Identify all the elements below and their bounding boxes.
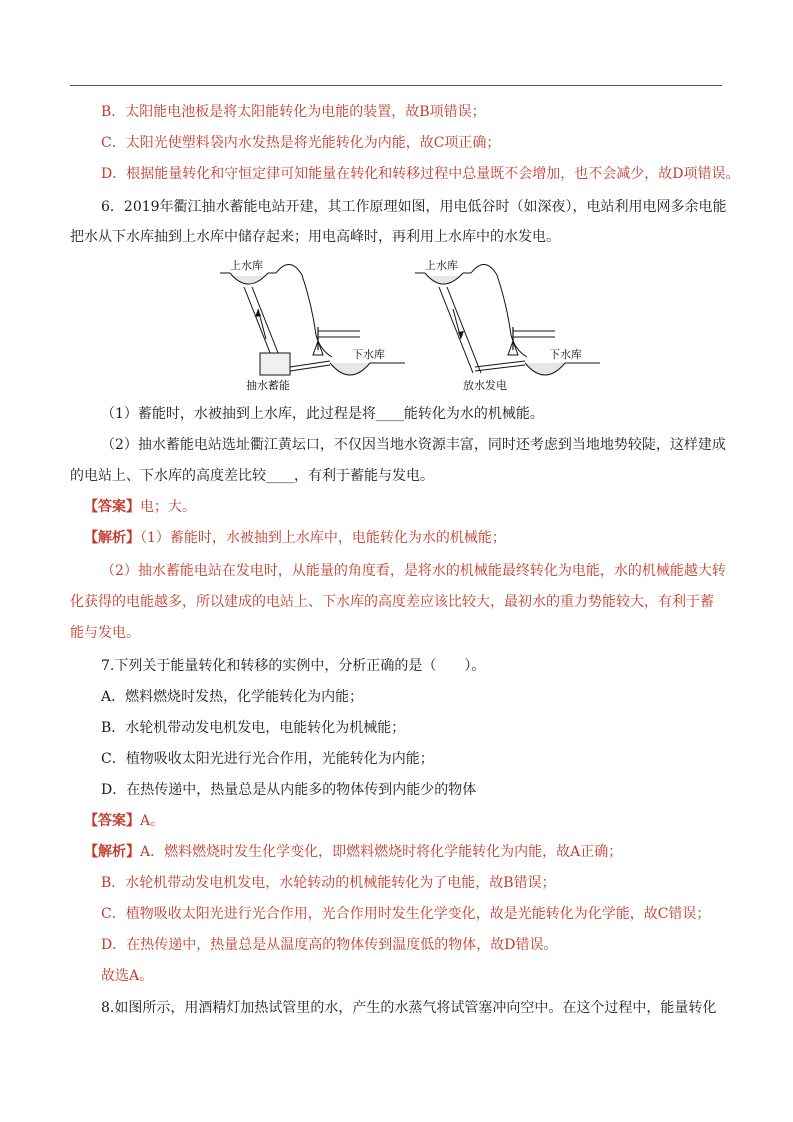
lower-reservoir-label: 下水库 (549, 348, 582, 361)
lower-reservoir-label: 下水库 (352, 348, 385, 361)
analysis-tag: 【解析】 (84, 530, 140, 546)
upper-reservoir-label: 上水库 (230, 259, 263, 272)
diagram-svg (220, 255, 620, 395)
question-7-option-b: B．水轮机带动发电机发电，电能转化为机械能； (101, 720, 406, 736)
analysis-7-line-1 (84, 842, 622, 862)
answer-text: A。 (140, 813, 165, 829)
answer-7 (84, 811, 164, 831)
question-7-option-d: D．在热传递中，热量总是从内能多的物体传到内能少的物体 (101, 782, 477, 798)
upper-reservoir-label: 上水库 (425, 259, 458, 272)
question-8-stem: 8.如图所示，用酒精灯加热试管里的水，产生的水蒸气将试管塞冲向空中。在这个过程中，能量转化 (101, 1000, 717, 1016)
question-7-stem: 7.下列关于能量转化和转移的实例中，分析正确的是（ ）。 (101, 658, 486, 674)
answer-tag: 【答案】 (84, 813, 140, 829)
question-6-line-2: 把水从下水库抽到上水库中储存起来；用电高峰时，再利用上水库中的水发电。 (70, 229, 560, 245)
analysis-text: A．燃料燃烧时发生化学变化，即燃料燃烧时将化学能转化为内能，故A正确； (140, 844, 623, 860)
text-line-3: D．根据能量转化和守恒定律可知能量在转化和转移过程中总量既不会增加，也不会减少，故D项错误。 (101, 166, 740, 182)
question-7-option-a: A．燃料燃烧时发热，化学能转化为内能； (101, 689, 364, 705)
answer-tag: 【答案】 (84, 499, 140, 515)
analysis-7-line-3: C．植物吸收太阳光进行光合作用，光合作用时发生化学变化，故是光能转化为化学能，故C错误； (101, 906, 711, 922)
header-rule (70, 85, 722, 86)
answer-text: 电；大。 (140, 499, 196, 515)
analysis-7-conclusion: 故选A。 (101, 968, 154, 984)
analysis-6-line-3: 化获得的电能越多，所以建成的电站上、下水库的高度差应该比较大，最初水的重力势能较大，有利于蓄 (70, 594, 714, 610)
analysis-7-line-4: D．在热传递中，热量总是从温度高的物体传到温度低的物体，故D错误。 (101, 937, 558, 953)
question-6-part-2-line-1: （2）抽水蓄能电站选址衢江黄坛口，不仅因当地水资源丰富，同时还考虑到当地地势较陡，这样建成 (101, 437, 726, 453)
question-7-option-c: C．植物吸收太阳光进行光合作用，光能转化为内能； (101, 751, 434, 767)
pumping-panel (220, 258, 405, 392)
question-6-part-1: （1）蓄能时，水被抽到上水库，此过程是将____能转化为水的机械能。 (101, 406, 544, 422)
analysis-text: （1）蓄能时，水被抽到上水库中，电能转化为水的机械能； (140, 530, 506, 546)
analysis-tag: 【解析】 (84, 844, 140, 860)
generating-panel (415, 258, 600, 392)
answer-6 (84, 497, 196, 517)
question-6-part-2-line-2: 的电站上、下水库的高度差比较____，有利于蓄能与发电。 (70, 468, 434, 484)
analysis-7-line-2: B．水轮机带动发电机发电，水轮转动的机械能转化为了电能，故B错误； (101, 875, 556, 891)
text-line-2: C．太阳光使塑料袋内水发热是将光能转化为内能，故C项正确； (101, 135, 501, 151)
pumped-storage-diagram (220, 255, 620, 395)
analysis-6-line-4: 能与发电。 (70, 625, 140, 641)
caption-pumping: 抽水蓄能 (246, 379, 290, 392)
question-6-line-1: 6．2019年衢江抽水蓄能电站开建，其工作原理如图，用电低谷时（如深夜），电站利用电网多余电能 (101, 199, 727, 215)
analysis-6-line-1 (84, 528, 506, 548)
analysis-6-line-2: （2）抽水蓄能电站在发电时，从能量的角度看，是将水的机械能最终转化为电能，水的机械能越大转 (101, 563, 726, 579)
text-line-1: B．太阳能电池板是将太阳能转化为电能的装置，故B项错误； (101, 104, 486, 120)
caption-generating: 放水发电 (463, 379, 507, 392)
